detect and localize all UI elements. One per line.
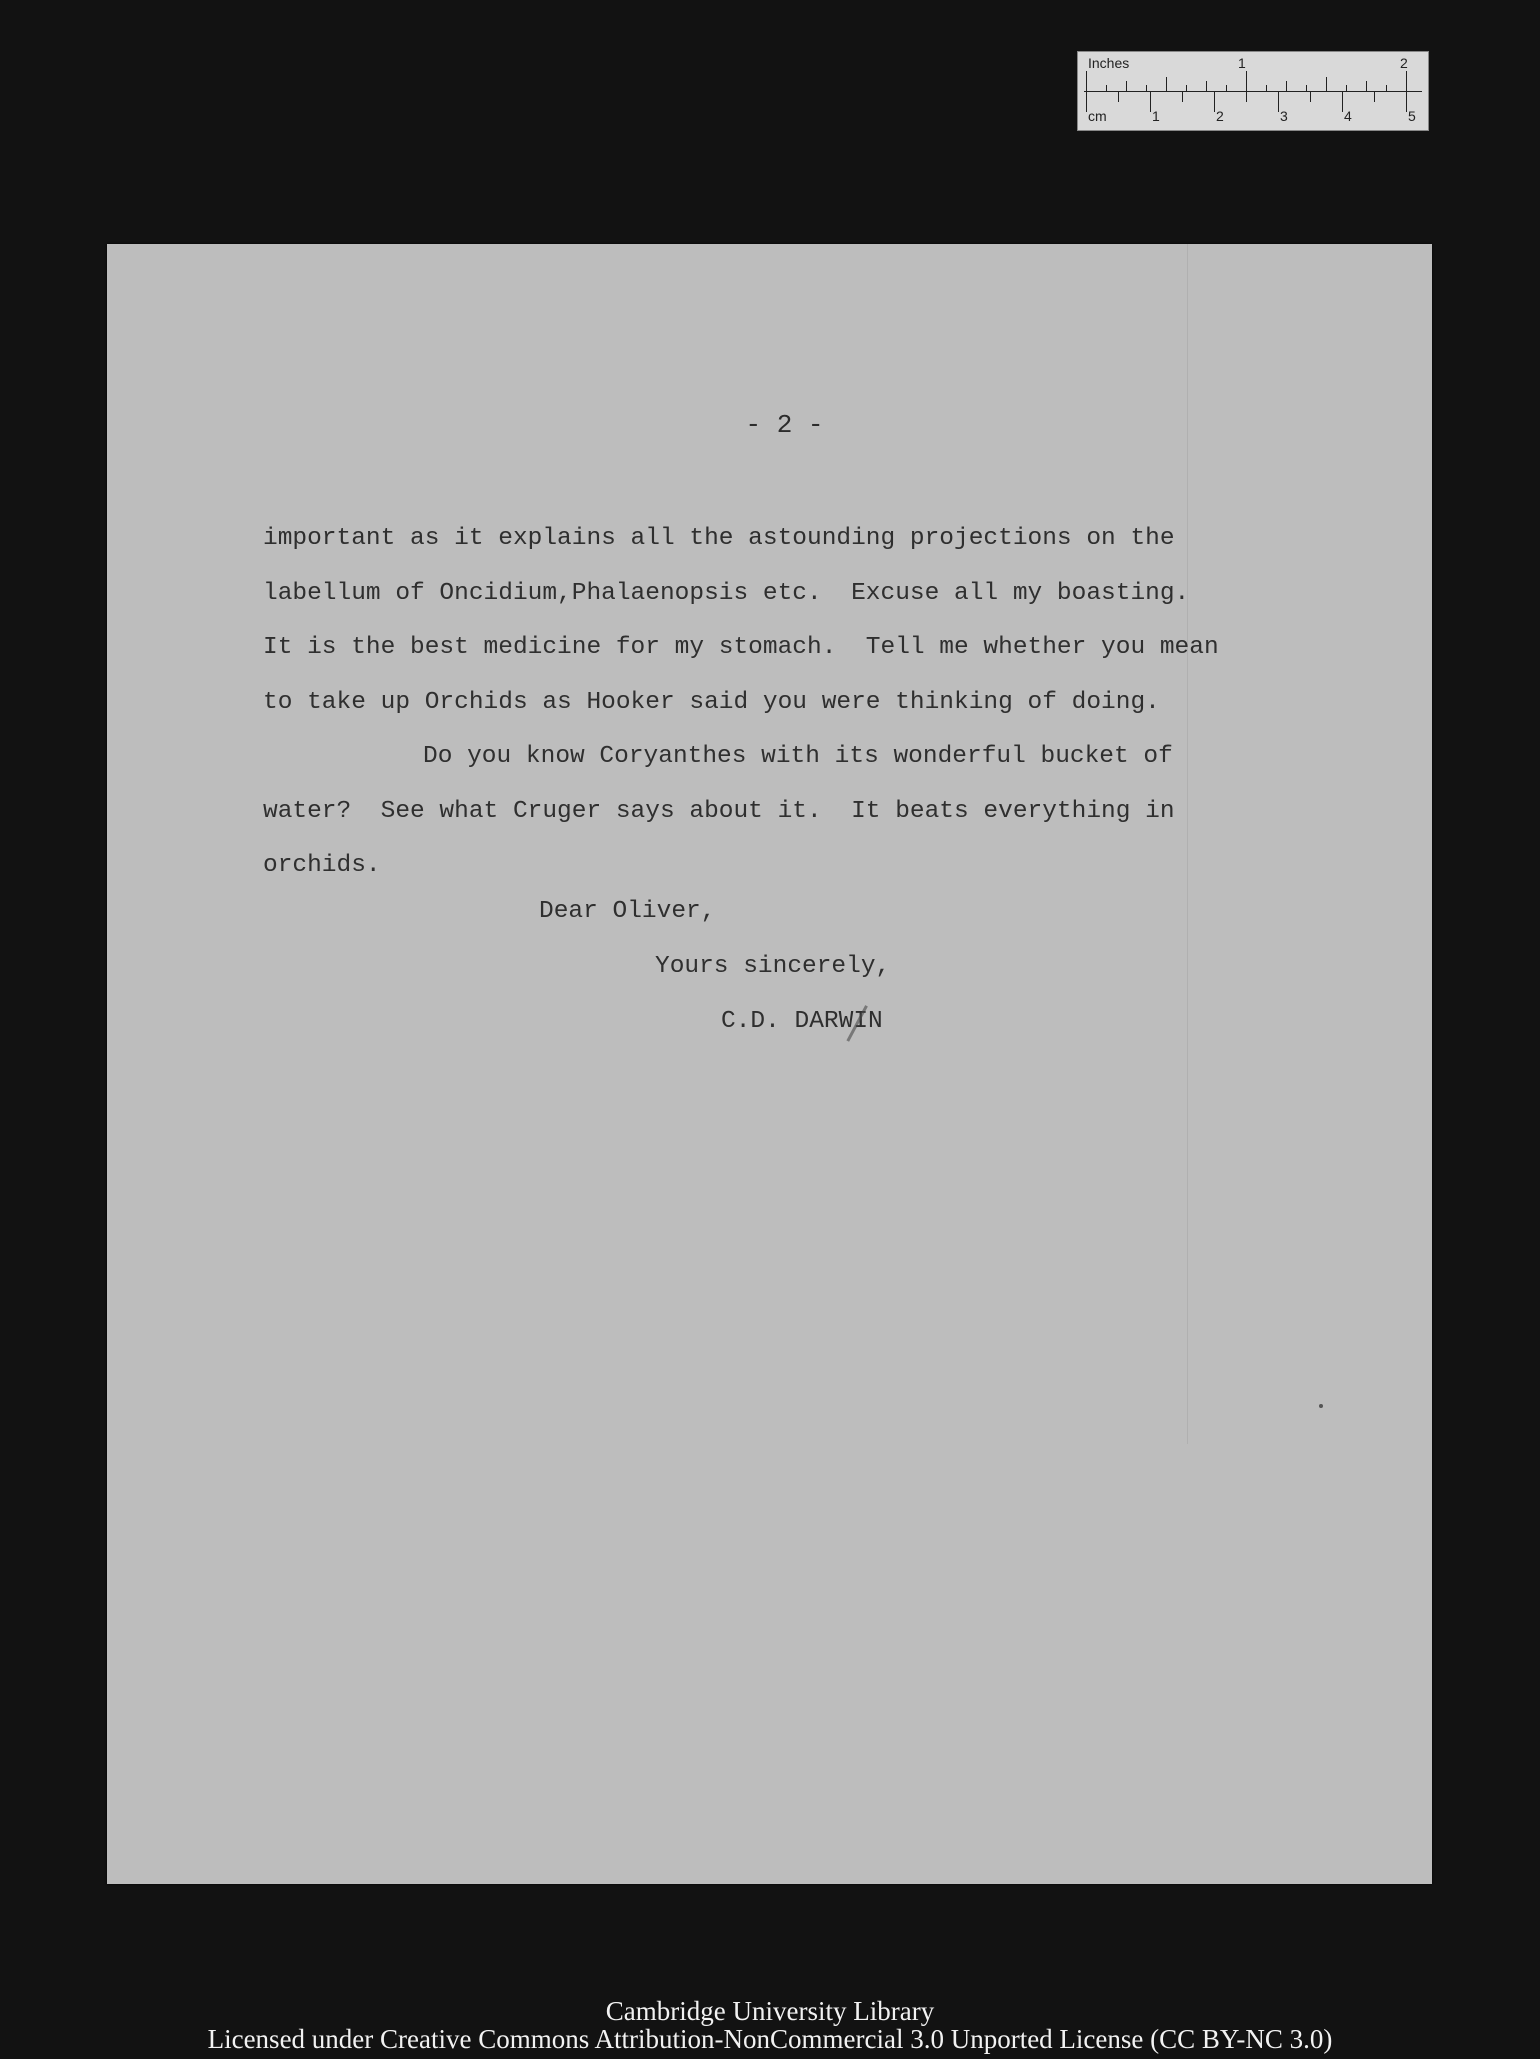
ruler-cm-tick [1278,92,1279,112]
letter-line: important as it explains all the astounding projections on the [263,525,1175,552]
ruler-cm-mark: 3 [1280,108,1288,124]
ruler-inch-tick [1166,77,1167,91]
ruler-inch-tick [1146,85,1147,91]
ruler-cm-label: cm [1088,108,1107,124]
footer-institution: Cambridge University Library [605,1996,935,2026]
ruler-inch-tick [1246,71,1247,91]
ruler-inch-tick [1086,71,1087,91]
scale-ruler [1077,51,1429,131]
ruler-cm-tick [1374,92,1375,102]
closing-phrase: Yours sincerely, [655,953,891,980]
letter-line: It is the best medicine for my stomach. Tell me whether you mean [263,634,1219,661]
paper-speck [1319,1404,1323,1408]
ruler-cm-mark: 1 [1152,108,1160,124]
ruler-cm-tick [1086,92,1087,112]
ruler-midline [1084,91,1422,92]
ruler-inch-tick [1226,85,1227,91]
ruler-inch-tick [1186,85,1187,91]
ruler-inch-mark: 2 [1400,55,1408,71]
letter-body [263,512,1403,894]
ruler-inch-tick [1386,85,1387,91]
ruler-cm-tick [1342,92,1343,112]
letter-line: orchids. [263,852,381,879]
ruler-cm-tick [1310,92,1311,102]
ruler-cm-tick [1118,92,1119,102]
ruler-cm-tick [1246,92,1247,102]
letter-line: water? See what Cruger says about it. It beats everything in [263,797,1175,825]
letter-page [107,244,1432,1884]
ruler-inch-tick [1126,81,1127,91]
page-number: - 2 - [745,410,824,440]
ruler-inch-tick [1286,81,1287,91]
ruler-inch-tick [1326,77,1327,91]
ruler-cm-mark: 5 [1408,108,1416,124]
salutation: Dear Oliver, [539,898,716,925]
signature: C.D. DARWIN [721,1008,883,1035]
ruler-inch-tick [1306,85,1307,91]
ruler-inch-tick [1366,81,1367,91]
ruler-inch-tick [1346,85,1347,91]
ruler-inch-tick [1406,71,1407,91]
ruler-cm-tick [1406,92,1407,112]
ruler-inches-label: Inches [1088,55,1130,71]
footer-license: Licensed under Creative Commons Attribution-NonCommercial 3.0 Unported License (CC BY-NC 3.0) [207,2024,1333,2054]
ruler-inch-tick [1206,81,1207,91]
ruler-inch-tick [1106,85,1107,91]
ruler-inch-mark: 1 [1238,55,1246,71]
ruler-inch-tick [1266,85,1267,91]
letter-line: Do you know Coryanthes with its wonderful bucket of [423,743,1173,770]
ruler-cm-mark: 4 [1344,108,1352,124]
ruler-cm-tick [1214,92,1215,112]
ruler-cm-tick [1182,92,1183,102]
letter-line: labellum of Oncidium,Phalaenopsis etc. Excuse all my boasting. [263,579,1190,607]
ruler-cm-tick [1150,92,1151,112]
ruler-cm-mark: 2 [1216,108,1224,124]
letter-line: to take up Orchids as Hooker said you were thinking of doing. [263,688,1160,716]
